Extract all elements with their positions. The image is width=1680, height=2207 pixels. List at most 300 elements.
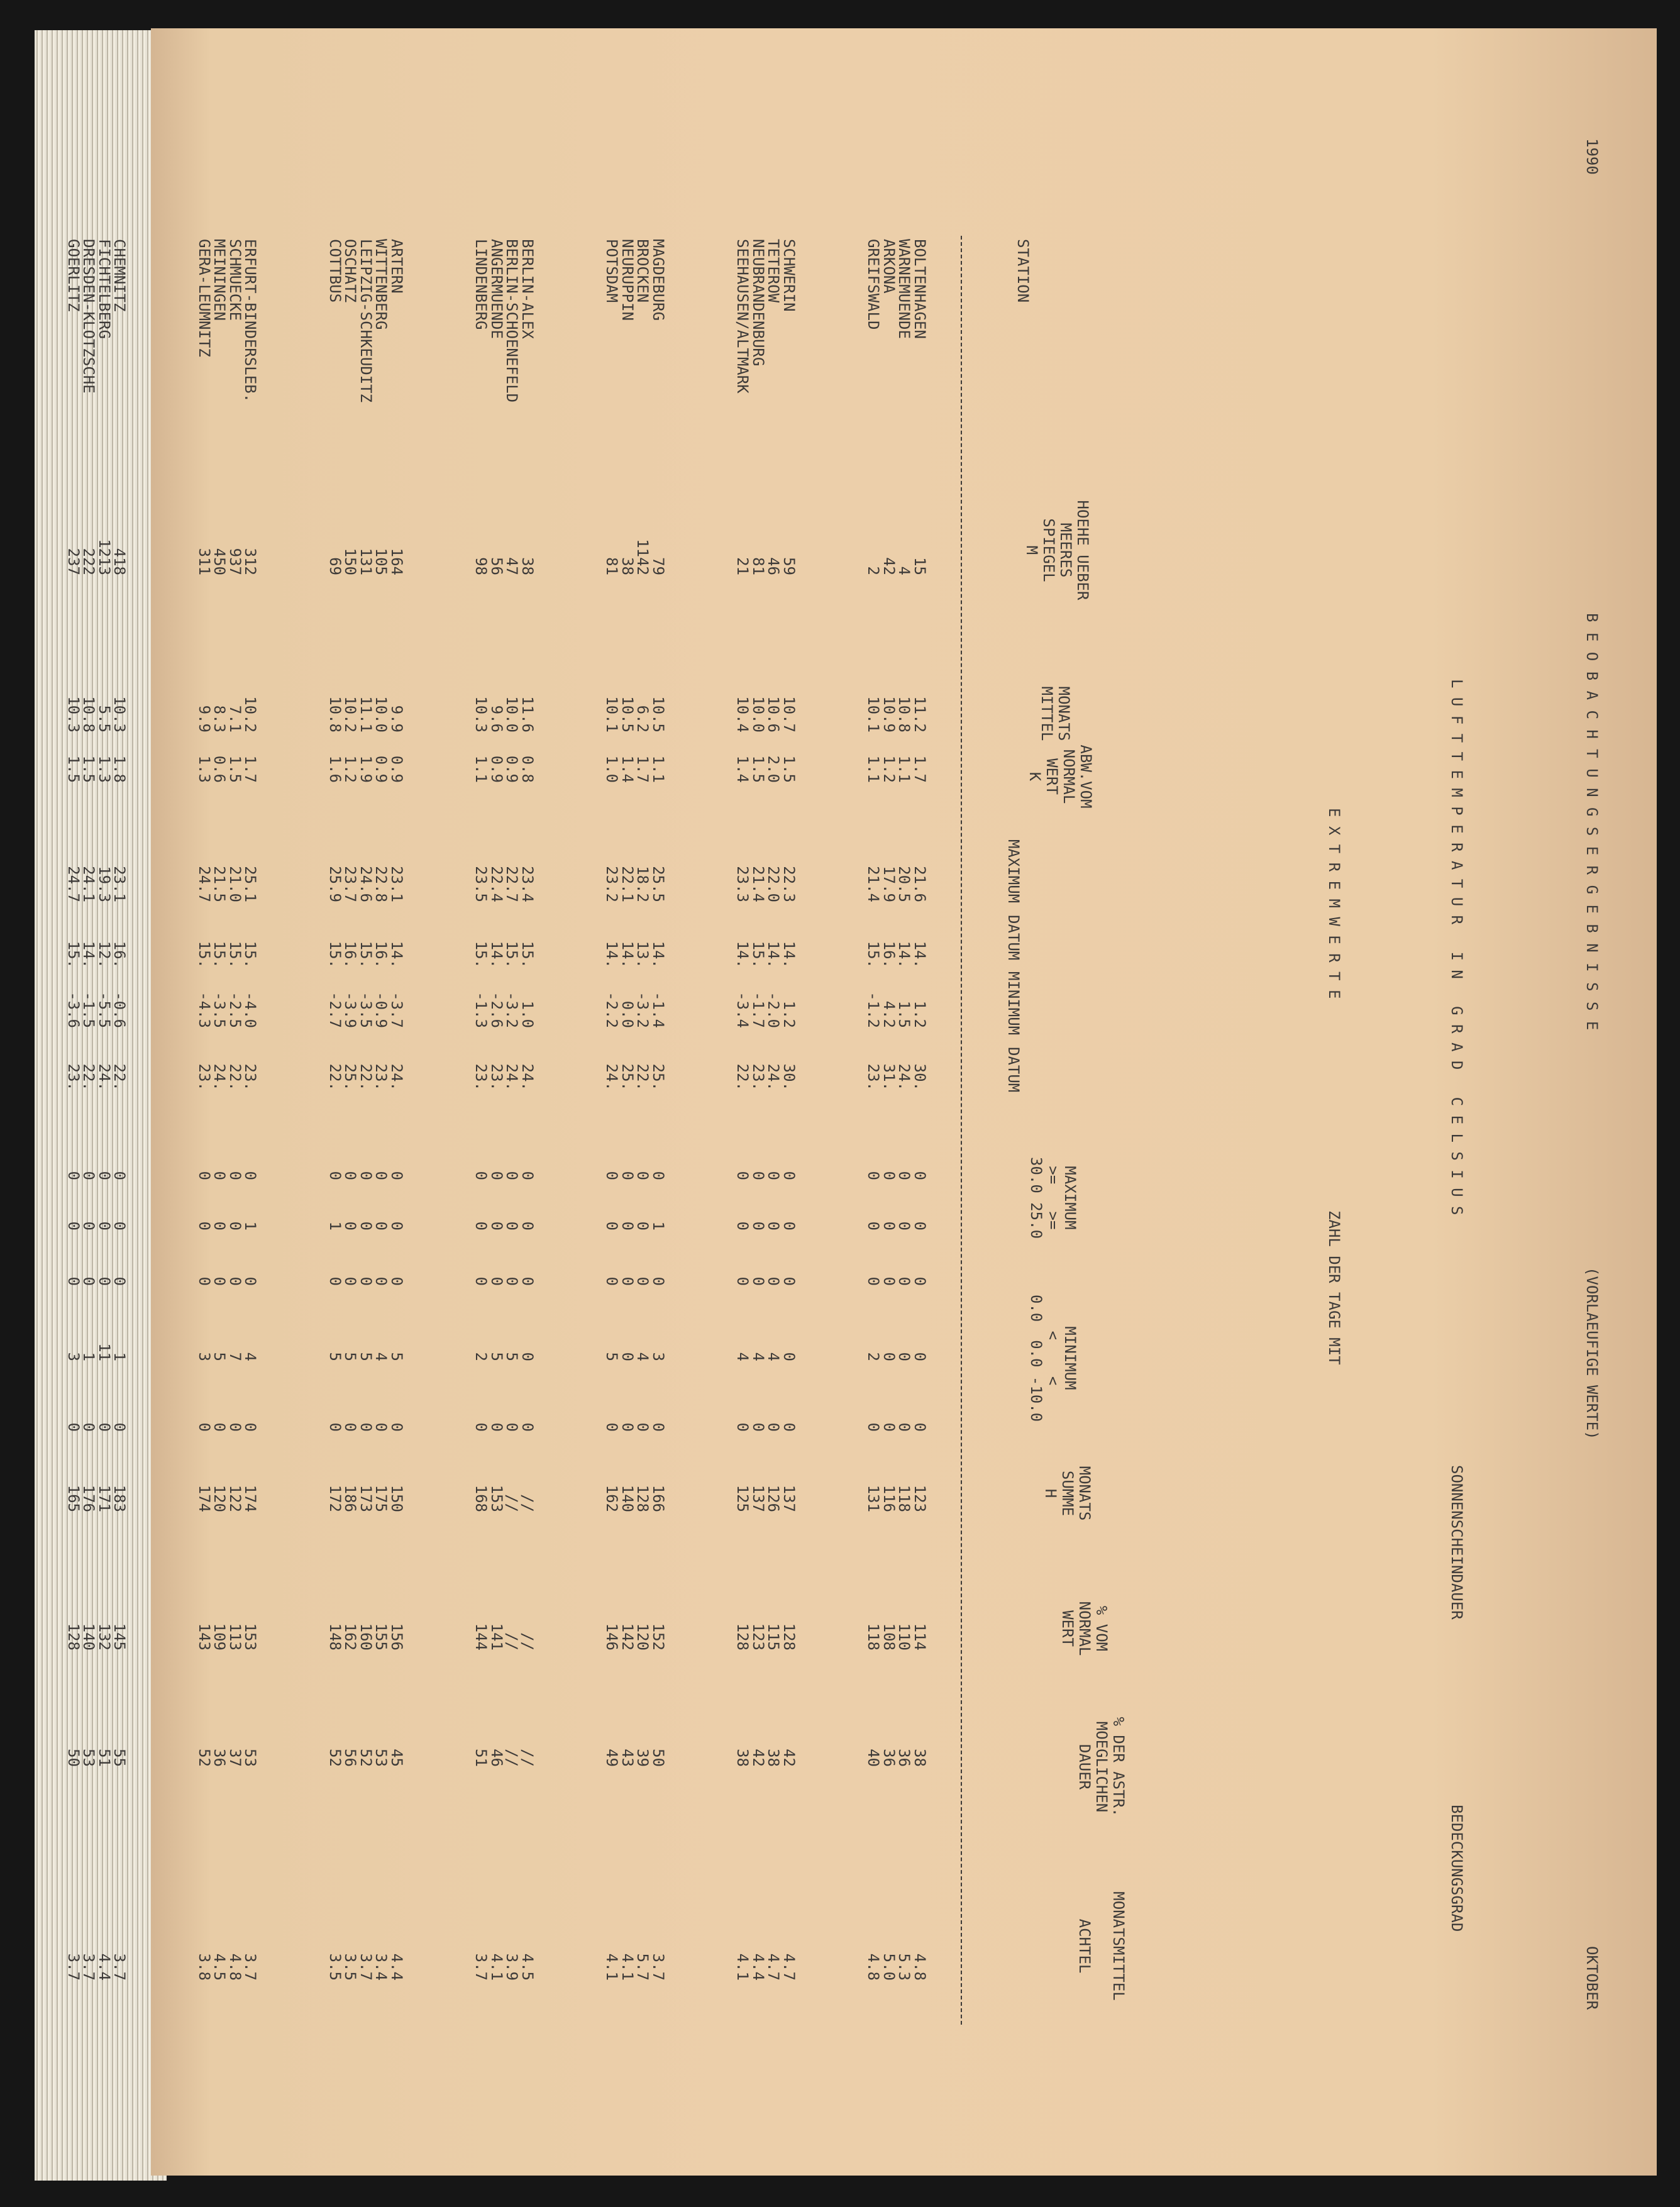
days-max-lt-0: 0	[111, 1276, 129, 1286]
min-date: 24.	[895, 1063, 914, 1091]
height-header	[1023, 481, 1091, 619]
sunshine-pct-astro-header-line: DAUER	[1076, 1744, 1093, 1790]
min-temp: -2.6	[488, 992, 506, 1028]
days-max-lt-0: 0	[603, 1276, 621, 1286]
days-max-ge-30: 0	[111, 1171, 129, 1180]
min-date: 24.	[503, 1063, 521, 1091]
sunshine-pct-normal: 123	[749, 1623, 767, 1651]
monthly-mean: 10.0	[372, 696, 390, 733]
days-max-lt-0: 0	[488, 1276, 506, 1286]
min-date: 22.	[111, 1063, 129, 1091]
station-name: FICHTELBERG	[96, 239, 113, 339]
days-max-ge-25: 1	[649, 1221, 667, 1231]
cloud-cover-mean: 5.3	[895, 1953, 914, 1981]
min-temp: -3.7	[388, 992, 406, 1028]
days-min-lt-0: 0	[519, 1352, 536, 1361]
days-max-ge-30: 0	[196, 1171, 213, 1180]
max-temp: 21.4	[749, 866, 767, 902]
days-min-lt-0: 5	[603, 1352, 621, 1361]
days-max-ge-30: 0	[326, 1171, 344, 1180]
days-min-lt-0: 5	[326, 1352, 344, 1361]
days-max-ge-30: 0	[619, 1171, 636, 1180]
monthly-mean: 9.9	[388, 705, 406, 733]
days-max-lt-0: 0	[911, 1276, 929, 1286]
days-max-ge-30: 0	[865, 1171, 883, 1180]
sunshine-pct-normal-header-line: NORMAL	[1076, 1601, 1093, 1656]
days-max-lt-0: 0	[749, 1276, 767, 1286]
sunshine-sum: 140	[619, 1485, 636, 1512]
cloud-cover-mean: 3.7	[472, 1953, 490, 1981]
cloud-cover-mean: 4.4	[388, 1953, 406, 1981]
min-date-header: DATUM	[1005, 1047, 1022, 1093]
days-max-ge-30: 0	[895, 1171, 914, 1180]
station-name: BERLIN-ALEX	[519, 239, 536, 339]
deviation-normal: 0.9	[488, 755, 506, 783]
min-temp: -4.3	[196, 992, 213, 1028]
station-name: MAGDEBURG	[649, 239, 667, 321]
days-max-ge-25: 0	[196, 1221, 213, 1231]
min-date: 24.	[211, 1063, 229, 1091]
sunshine-pct-normal: //	[503, 1632, 521, 1651]
max-date: 14.	[488, 941, 506, 968]
table-row	[736, 129, 751, 2028]
cloud-cover-header-line: ACHTEL	[1076, 1918, 1093, 1974]
cloud-cover-mean: 3.5	[326, 1953, 344, 1981]
sunshine-sum: 168	[472, 1485, 490, 1512]
max-temp: 24.7	[196, 866, 213, 902]
sunshine-pct-normal: 145	[111, 1623, 129, 1651]
days-min-lt-minus-10: 0	[734, 1422, 752, 1432]
days-max-ge-30: 0	[388, 1171, 406, 1180]
cloud-cover-mean: 4.7	[765, 1953, 783, 1981]
station-height: 42	[880, 557, 898, 575]
sunshine-pct-astro-header-line: % DER ASTR.	[1110, 1717, 1127, 1817]
min-date: 30.	[780, 1063, 798, 1091]
days-max-lt-0: 0	[326, 1276, 344, 1286]
table-row	[505, 129, 520, 2028]
sunshine-pct-astro: 37	[226, 1749, 244, 1767]
min-date: 22.	[326, 1063, 344, 1091]
days-min-lt-0: 5	[357, 1352, 375, 1361]
header-divider	[961, 236, 962, 2025]
sunshine-sum: 173	[357, 1485, 375, 1512]
deviation-normal: 1.5	[226, 755, 244, 783]
sunshine-pct-astro-header	[1076, 1704, 1127, 1830]
extremes-header: E X T R E M W E R T E	[1325, 808, 1343, 999]
cloud-cover-mean: 3.8	[196, 1953, 213, 1981]
days-min-lt-0: 5	[503, 1352, 521, 1361]
monthly-mean: 9.6	[488, 705, 506, 733]
sunshine-pct-normal: //	[519, 1632, 536, 1651]
table-row	[228, 129, 243, 2028]
deviation-normal: 1.3	[96, 755, 113, 783]
station-height: 46	[765, 557, 783, 575]
deviation-normal: 2.0	[765, 755, 783, 783]
deviation-normal: 1.1	[895, 755, 914, 783]
station-height: 222	[80, 548, 98, 575]
days-min-lt-minus-10: 0	[341, 1422, 360, 1432]
min-date: 23.	[196, 1063, 213, 1091]
min-date: 24.	[765, 1063, 783, 1091]
station-height: 105	[372, 548, 390, 575]
days-max-lt-0: 0	[372, 1276, 390, 1286]
sunshine-pct-normal: 143	[196, 1623, 213, 1651]
station-name: NEUBRANDENBURG	[749, 239, 767, 367]
height-header-line: MEERES	[1057, 523, 1075, 578]
days-max-ge-30: 0	[503, 1171, 521, 1180]
max-date: 15.	[226, 941, 244, 968]
sunshine-pct-astro: 38	[911, 1749, 929, 1767]
station-name: CHEMNITZ	[111, 239, 129, 312]
days-max-ge-30: 0	[734, 1171, 752, 1180]
max-date: 14.	[765, 941, 783, 968]
days-max-ge-30: 0	[211, 1171, 229, 1180]
days-min-lt-0: 4	[749, 1352, 767, 1361]
min-temp: -3.5	[211, 992, 229, 1028]
deviation-header-line: NORMAL	[1060, 749, 1078, 804]
days-max-ge-30: 0	[911, 1171, 929, 1180]
min-temp: 1.5	[895, 1000, 914, 1028]
min-temp: -4.0	[241, 992, 260, 1028]
min-date: 31.	[880, 1063, 898, 1091]
days-max-ge-25: 0	[503, 1221, 521, 1231]
sunshine-pct-astro: 52	[326, 1749, 344, 1767]
station-name: TETEROW	[765, 239, 783, 303]
table-row	[489, 129, 504, 2028]
max-temp: 22.0	[765, 866, 783, 902]
min-temp: -3.4	[734, 992, 752, 1028]
max-temp: 23.5	[472, 866, 490, 902]
monthly-mean: 10.2	[241, 696, 260, 733]
cloud-cover-mean: 3.5	[341, 1953, 360, 1981]
days-min-header	[1027, 1270, 1078, 1446]
min-temp: 0.0	[619, 1000, 636, 1028]
monthly-mean: 10.5	[619, 696, 636, 733]
station-height: 38	[619, 557, 636, 575]
monthly-mean: 10.6	[765, 696, 783, 733]
max-temp: 21.5	[211, 866, 229, 902]
monthly-mean-header-line: MITTEL	[1038, 686, 1056, 741]
max-temp: 23.4	[519, 866, 536, 902]
table-row	[97, 129, 112, 2028]
deviation-normal: 0.6	[211, 755, 229, 783]
station-name: MEININGEN	[211, 239, 229, 321]
min-date: 22.	[226, 1063, 244, 1091]
deviation-header-line: K	[1026, 772, 1044, 782]
cloud-cover-mean: 4.4	[96, 1953, 113, 1981]
cloud-cover-mean: 3.7	[357, 1953, 375, 1981]
station-height: 237	[65, 548, 82, 575]
days-max-ge-25: 1	[326, 1221, 344, 1231]
min-temp: -3.9	[341, 992, 360, 1028]
days-min-lt-minus-10: 0	[357, 1422, 375, 1432]
cloud-cover-header	[1076, 1883, 1127, 2009]
station-name: GOERLITZ	[65, 239, 82, 312]
days-max-header-line: >= >=	[1044, 1166, 1062, 1230]
sunshine-pct-astro: 36	[211, 1749, 229, 1767]
days-min-header-line: MINIMUM	[1061, 1326, 1079, 1390]
cloud-cover-mean: 4.5	[211, 1953, 229, 1981]
days-min-lt-0: 5	[341, 1352, 360, 1361]
station-height: 38	[519, 557, 536, 575]
days-min-lt-minus-10: 0	[765, 1422, 783, 1432]
sunshine-pct-astro: 55	[111, 1749, 129, 1767]
station-height: 15	[911, 557, 929, 575]
rotated-table-content	[65, 129, 1610, 2028]
days-min-lt-minus-10: 0	[211, 1422, 229, 1432]
table-row	[474, 129, 489, 2028]
days-max-ge-30: 0	[880, 1171, 898, 1180]
days-max-ge-25: 0	[80, 1221, 98, 1231]
days-max-ge-30: 0	[226, 1171, 244, 1180]
days-max-ge-25: 0	[488, 1221, 506, 1231]
sunshine-pct-astro: 36	[895, 1749, 914, 1767]
year-label: 1990	[1583, 138, 1601, 175]
max-date: 15.	[519, 941, 536, 968]
min-date: 22.	[357, 1063, 375, 1091]
page-title: B E O B A C H T U N G S E R G E B N I S S E	[1583, 613, 1601, 1031]
sunshine-sum: 174	[241, 1485, 260, 1512]
max-date: 14.	[388, 941, 406, 968]
days-max-ge-25: 0	[603, 1221, 621, 1231]
days-min-lt-minus-10: 0	[603, 1422, 621, 1432]
min-date: 24.	[388, 1063, 406, 1091]
days-min-lt-minus-10: 0	[895, 1422, 914, 1432]
days-min-lt-0: 5	[388, 1352, 406, 1361]
station-name: ARTERN	[388, 239, 406, 294]
min-temp: -2.2	[603, 992, 621, 1028]
sunshine-pct-normal: 141	[488, 1623, 506, 1651]
page-subtitle: (VORLAEUFIGE WERTE)	[1583, 1267, 1601, 1440]
days-min-lt-minus-10: 0	[226, 1422, 244, 1432]
table-row	[213, 129, 228, 2028]
sunshine-sum: 162	[603, 1485, 621, 1512]
deviation-normal: 1.2	[341, 755, 360, 783]
min-date: 23.	[241, 1063, 260, 1091]
cloud-cover-mean: 3.7	[111, 1953, 129, 1981]
monthly-mean: 10.3	[65, 696, 82, 733]
sunshine-pct-normal-header	[1059, 1588, 1110, 1669]
days-min-lt-minus-10: 0	[780, 1422, 798, 1432]
days-max-ge-25: 0	[780, 1221, 798, 1231]
max-date: 14.	[895, 941, 914, 968]
days-max-lt-0: 0	[649, 1276, 667, 1286]
days-min-lt-0: 4	[372, 1352, 390, 1361]
min-date: 30.	[911, 1063, 929, 1091]
deviation-normal: 0.9	[388, 755, 406, 783]
days-max-lt-0: 0	[734, 1276, 752, 1286]
monthly-mean: 5.5	[96, 705, 113, 733]
deviation-normal: 0.8	[519, 755, 536, 783]
deviation-normal: 0.9	[372, 755, 390, 783]
section-cloud-cover: BEDECKUNGSGRAD	[1448, 1805, 1466, 1932]
sunshine-pct-astro: 51	[96, 1749, 113, 1767]
days-max-lt-0: 0	[80, 1276, 98, 1286]
station-name: BROCKEN	[634, 239, 652, 303]
table-row	[243, 129, 258, 2028]
station-height: 98	[472, 557, 490, 575]
sunshine-pct-normal: 128	[780, 1623, 798, 1651]
cloud-cover-mean: 4.1	[488, 1953, 506, 1981]
station-height: 59	[780, 557, 798, 575]
table-row	[328, 129, 343, 2028]
days-max-ge-30: 0	[96, 1171, 113, 1180]
monthly-mean: 9.9	[196, 705, 213, 733]
days-max-ge-30: 0	[749, 1171, 767, 1180]
station-name: COTTBUS	[326, 239, 344, 303]
sunshine-pct-astro: 45	[388, 1749, 406, 1767]
monthly-mean: 8.3	[211, 705, 229, 733]
min-temp: -2.0	[765, 992, 783, 1028]
max-temp: 22.1	[619, 866, 636, 902]
sunshine-sum: //	[519, 1494, 536, 1512]
station-height: 1213	[96, 539, 113, 575]
cloud-cover-mean: 4.4	[749, 1953, 767, 1981]
days-min-header-line: 0.0 0.0 -10.0	[1027, 1294, 1045, 1422]
monthly-mean: 10.1	[865, 696, 883, 733]
days-max-lt-0: 0	[211, 1276, 229, 1286]
days-max-lt-0: 0	[341, 1276, 360, 1286]
days-min-lt-minus-10: 0	[80, 1422, 98, 1432]
table-row	[897, 129, 912, 2028]
sunshine-pct-normal: 156	[388, 1623, 406, 1651]
days-max-ge-30: 0	[357, 1171, 375, 1180]
section-air-temperature: L U F T T E M P E R A T U R I N G R A D C E L S I U S	[1448, 679, 1466, 1215]
station-name: OSCHATZ	[341, 239, 360, 303]
table-row	[651, 129, 666, 2028]
days-min-lt-minus-10: 0	[372, 1422, 390, 1432]
sunshine-sum: 131	[865, 1485, 883, 1512]
max-date: 16.	[880, 941, 898, 968]
max-temp: 22.8	[372, 866, 390, 902]
max-temp: 25.1	[241, 866, 260, 902]
sunshine-pct-normal: 128	[65, 1623, 82, 1651]
max-temp: 20.5	[895, 866, 914, 902]
table-row	[766, 129, 782, 2028]
station-height: 81	[603, 557, 621, 575]
monthly-mean: 10.0	[503, 696, 521, 733]
sunshine-pct-astro: 46	[488, 1749, 506, 1767]
min-temp: -1.2	[865, 992, 883, 1028]
min-temp: -1.3	[472, 992, 490, 1028]
max-date: 15.	[357, 941, 375, 968]
sunshine-pct-normal: 132	[96, 1623, 113, 1651]
table-row	[358, 129, 373, 2028]
month-label: OKTOBER	[1583, 1946, 1601, 2010]
days-max-ge-30: 0	[488, 1171, 506, 1180]
days-min-lt-minus-10: 0	[241, 1422, 260, 1432]
monthly-mean: 7.1	[226, 705, 244, 733]
days-max-ge-25: 0	[734, 1221, 752, 1231]
days-max-ge-25: 0	[765, 1221, 783, 1231]
max-temp: 17.9	[880, 866, 898, 902]
sunshine-pct-astro: 50	[65, 1749, 82, 1767]
days-min-lt-minus-10: 0	[65, 1422, 82, 1432]
days-min-lt-minus-10: 0	[111, 1422, 129, 1432]
days-max-ge-30: 0	[65, 1171, 82, 1180]
days-max-lt-0: 0	[880, 1276, 898, 1286]
days-min-lt-minus-10: 0	[503, 1422, 521, 1432]
station-name: SEEHAUSEN/ALTMARK	[734, 239, 752, 394]
deviation-normal: 1.5	[749, 755, 767, 783]
days-max-header	[1027, 1135, 1078, 1261]
sunshine-sum: 128	[634, 1485, 652, 1512]
max-temp: 23.7	[341, 866, 360, 902]
cloud-cover-mean: 4.8	[911, 1953, 929, 1981]
min-date: 25.	[649, 1063, 667, 1091]
deviation-normal: 1.6	[326, 755, 344, 783]
station-height: 131	[357, 548, 375, 575]
table-row	[113, 129, 128, 2028]
station-height: 81	[749, 557, 767, 575]
max-temp: 18.2	[634, 866, 652, 902]
deviation-normal: 1.3	[196, 755, 213, 783]
station-height: 2	[865, 566, 883, 575]
table-row	[343, 129, 358, 2028]
cloud-cover-mean: 5.0	[880, 1953, 898, 1981]
cloud-cover-mean: 3.7	[80, 1953, 98, 1981]
days-min-lt-0: 0	[911, 1352, 929, 1361]
station-height: 69	[326, 557, 344, 575]
station-height: 4	[895, 566, 914, 575]
days-max-ge-30: 0	[649, 1171, 667, 1180]
days-min-lt-minus-10: 0	[865, 1422, 883, 1432]
cloud-cover-mean: 5.7	[634, 1953, 652, 1981]
sunshine-pct-normal: 146	[603, 1623, 621, 1651]
days-max-ge-30: 0	[472, 1171, 490, 1180]
cloud-cover-mean: 4.7	[780, 1953, 798, 1981]
min-date: 24.	[603, 1063, 621, 1091]
days-max-ge-25: 0	[211, 1221, 229, 1231]
sunshine-pct-normal: 110	[895, 1623, 914, 1651]
station-name: ANGERMUENDE	[488, 239, 506, 339]
days-min-lt-minus-10: 0	[749, 1422, 767, 1432]
max-date: 15.	[196, 941, 213, 968]
height-header-line: M	[1023, 545, 1041, 555]
station-name: GREIFSWALD	[865, 239, 883, 330]
station-height: 56	[488, 557, 506, 575]
deviation-normal: 1.4	[734, 755, 752, 783]
days-min-lt-0: 0	[780, 1352, 798, 1361]
deviation-normal: 1.4	[619, 755, 636, 783]
max-temp: 21.0	[226, 866, 244, 902]
max-date: 15.	[211, 941, 229, 968]
deviation-normal: 1.7	[911, 755, 929, 783]
days-min-lt-0: 2	[472, 1352, 490, 1361]
max-date: 15.	[326, 941, 344, 968]
station-height: 311	[196, 548, 213, 575]
monthly-mean: 10.9	[880, 696, 898, 733]
min-temp: -3.2	[503, 992, 521, 1028]
cloud-cover-mean: 3.9	[503, 1953, 521, 1981]
monthly-mean: 11.1	[357, 696, 375, 733]
days-max-ge-25: 0	[895, 1221, 914, 1231]
days-max-lt-0: 0	[780, 1276, 798, 1286]
days-max-ge-25: 0	[96, 1221, 113, 1231]
days-max-ge-25: 0	[749, 1221, 767, 1231]
sunshine-sum: 153	[488, 1485, 506, 1512]
deviation-normal: 1.0	[603, 755, 621, 783]
deviation-normal: 0.9	[503, 755, 521, 783]
days-min-lt-0: 4	[634, 1352, 652, 1361]
days-max-ge-25: 0	[472, 1221, 490, 1231]
sunshine-sum: 183	[111, 1485, 129, 1512]
days-min-lt-minus-10: 0	[649, 1422, 667, 1432]
section-sunshine: SONNENSCHEINDAUER	[1448, 1465, 1466, 1620]
sunshine-pct-normal: 144	[472, 1623, 490, 1651]
height-header-line: SPIEGEL	[1040, 518, 1058, 582]
days-min-lt-minus-10: 0	[96, 1422, 113, 1432]
